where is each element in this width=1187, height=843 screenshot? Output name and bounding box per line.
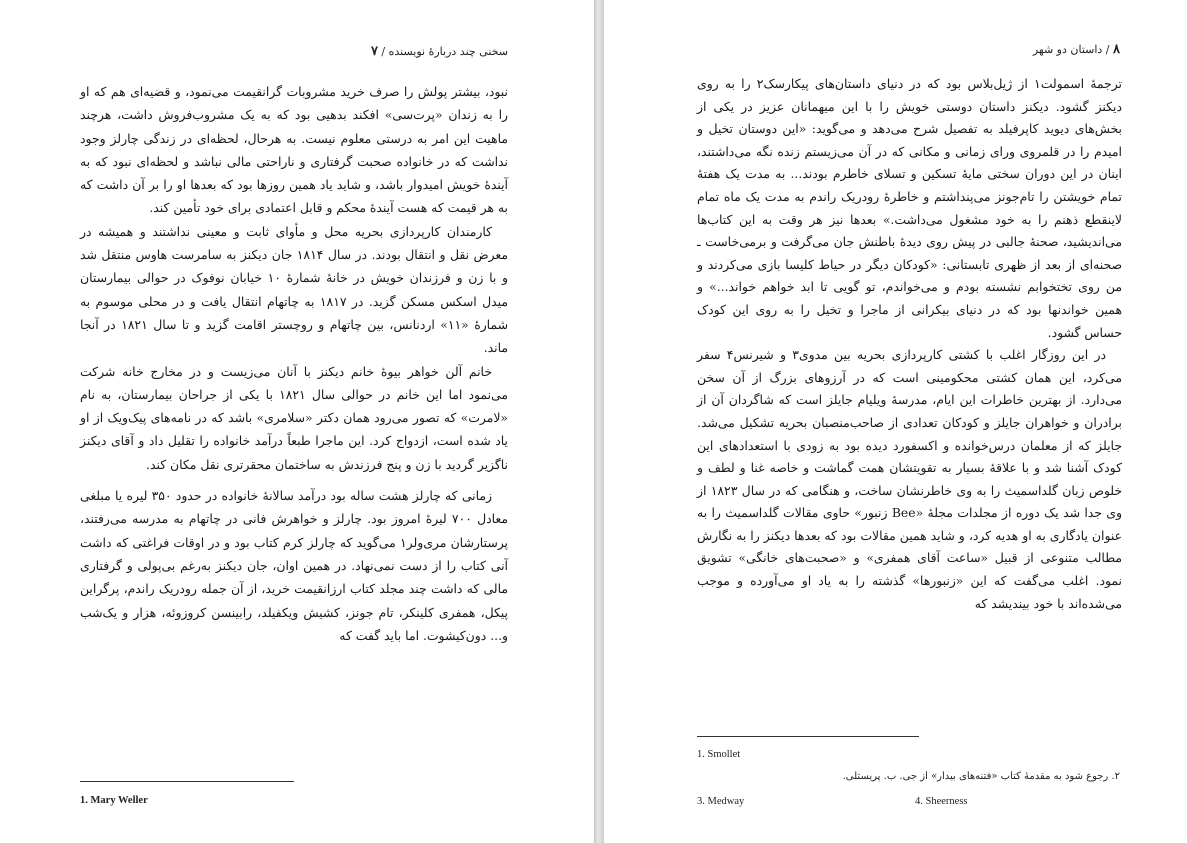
left-header-title: سخنی چند دربارهٔ نویسنده xyxy=(388,45,508,58)
right-footnote-1: 1. Smollet xyxy=(697,749,741,760)
right-page xyxy=(604,0,1187,843)
right-paragraph-1: ترجمهٔ اسمولت۱ از ژیل‌بلاس بود که در دنیای داستان‌های پیکارسک۲ را به روی دیکنز گشود. دیکنز داستان دوستی خویش را با این میهمانان عزیز در یکی از بخش‌های دیوید کاپرفیلد به تفصیل شرح می‌دهد و می‌گوید: «این دوستان تخیل و امیدم را در قلمروی ورای زمانی و مکانی که در آن می‌زیستم زنده نگه می‌داشتند، اینان در این دوران سختی مایهٔ تسکین و تسلای خاطرم بودند... به مدت یک هفتهٔ تمام خویشتن را تام‌جونز می‌پنداشتم و خاطرهٔ رودریک راندم به مدت یک ماه تمام لاینقطع ذهنم را به خود مشغول می‌داشت.» بعدها نیز هر وقت به این کتاب‌ها می‌اندیشید، صحنهٔ جالبی در پیش روی دیدهٔ باطنش جان می‌گرفت و برمی‌خاست ـ صحنه‌ای از بعد از ظهری تابستانی: «کودکان دیگر در حیاط کلیسا بازی می‌کردند و من روی تختخوابم نشسته بودم و می‌خواندم، تو گویی تا ابد خواهم خواند...» و همین خواندنها بود که در دنیای بیکرانی از ماجرا و تخیل را به روی این کودک حساس گشود. xyxy=(697,76,1122,340)
right-page-number: ۸ xyxy=(1113,42,1120,57)
right-body-text xyxy=(697,73,1122,615)
left-footnote-1: 1. Mary Weller xyxy=(80,795,148,806)
right-running-header: ۸ / داستان دو شهر xyxy=(1032,42,1120,57)
right-paragraph-2: در این روزگار اغلب با کشتی کارپردازی بحریه بین مدوی۳ و شیرنس۴ سفر می‌کرد، این همان کشتی محکومینی است که در آرزوهای بزرگ از آن سخن می‌دارد. از بهترین خاطرات این ایام، مدرسهٔ ویلیام جایلز است که شاگردان آن از برادران و خواهران جایلز و کودکان تعدادی از صاحب‌منصبان بحریه تشکیل می‌شد. جایلز که از معلمان درس‌خوانده و اکسفورد دیده بود به زودی با استعدادهای این کودک آشنا شد و با علاقهٔ بسیار به تقویتشان همت گماشت و خاصه غنا و لطف و خلوص زبان گلداسمیث را به وی خاطرنشان ساخت، و هنگامی که در سال ۱۸۲۳ از وی جدا شد یک دوره از مجلدات مجلهٔ «Bee زنبور» حاوی مقالات گلداسمیث را به عنوان یادگاری به او هدیه کرد، و شاید همین مقالات بود که بعدها دیکنز را به نگارش مطالب متنوعی از قبیل «ساعت آقای همفری» و «صحبت‌های خانگی» تشویق نمود. اغلب می‌گفت که این «زنبورها» گذشته را به یاد او می‌آورده و موجب می‌شده‌اند با خود بیندیشد که xyxy=(697,347,1122,611)
left-paragraph-4: زمانی که چارلز هشت ساله بود درآمد سالانهٔ خانواده در حدود ۳۵۰ لیره یا مبلغی معادل ۷۰۰ لیرهٔ امروز بود. چارلز و خواهرش فانی در چاتهام به مدرسه می‌رفتند، پرستارشان مری‌ولر۱ می‌گوید که چارلز کرم کتاب بود و در اوقات فراغتی که داشت آنی کتاب را از دست نمی‌نهاد. در همین اوان، جان دیکنز به‌رغم بی‌پولی و گرفتاری مالی که داشت چند مجلد کتاب ارزانقیمت خرید، از آن جمله رودریک راندم، پرگراین پیکل، همفری کلینکر، تام جونز، کشیش ویکفیلد، رابینسن کروزوئه، هزار و یک‌شب و... دون‌کیشوت. اما باید گفت که xyxy=(80,488,508,643)
right-footnote-2: ۲. رجوع شود به مقدمهٔ کتاب «فتنه‌های بیدار» از جی. ب. پریستلی. xyxy=(842,771,1120,782)
left-footnote-rule xyxy=(80,781,294,782)
right-footnote-3: 3. Medway xyxy=(697,796,745,807)
right-footnote-4: 4. Sheerness xyxy=(915,796,968,807)
page-gutter xyxy=(594,0,604,843)
left-page-number: ۷ xyxy=(370,44,378,59)
left-paragraph-3: خانم آلن خواهر بیوهٔ خانم دیکنز با آنان می‌زیست و در مخارج خانه شرکت می‌نمود اما این خانم در حوالی سال ۱۸۲۱ با یکی از جراحان بیمارستان، به نام «لامرت» که تصور می‌رود همان دکتر «سلامری» باشد که در نامه‌های پیک‌ویک از او یاد شده است، ازدواج کرد. این ماجرا طبعاً درآمد خانواده را تقلیل داد و آقای دیکنز ناگزیر گردید با زن و پنج فرزندش به ساختمان محقرتری نقل مکان کند. xyxy=(80,363,509,472)
right-header-title: داستان دو شهر xyxy=(1032,43,1103,56)
left-running-header: سخنی چند دربارهٔ نویسنده / ۷ xyxy=(370,44,508,59)
right-footnote-rule xyxy=(697,736,919,737)
left-body-text xyxy=(80,80,508,647)
left-paragraph-2: کارمندان کارپردازی بحریه محل و مأوای ثابت و معینی نداشتند و همیشه در معرض نقل و انتقال بودند. در سال ۱۸۱۴ جان دیکنز به سامرست هاوس منتقل شد و با زن و فرزندان خویش در خانهٔ شمارهٔ ۱۰ خیابان نوفوک در حوالی بیمارستان میدل اسکس مسکن گزید. در ۱۸۱۷ به چاتهام انتقال یافت و در محلی موسوم به شمارهٔ «۱۱» اردنانس، بین چاتهام و روچستر اقامت گزید و تا سال ۱۸۲۱ در آنجا ماند. xyxy=(80,223,509,356)
left-paragraph-1: نبود، بیشتر پولش را صرف خرید مشروبات گرانقیمت می‌نمود، و قضیه‌ای هم که او را به زندان «پرت‌سی» افکند بدهیی بود که به یک مشروب‌فروش داشت، هرچند ماهیت این امر به درستی معلوم نیست. به هرحال، لحظه‌ای در زندگی چارلز وجود نداشت که در خانواده صحبت گرفتاری و ناراحتی مالی نباشد و لحظه‌ای نبود که به آیندهٔ خویش امیدوار باشد، و شاید یاد همین روزها بود که بعدها او را بر آن داشت که به هر قیمت که هست آیندهٔ محکم و قابل اعتمادی برای خود تأمین کند. xyxy=(80,84,508,216)
